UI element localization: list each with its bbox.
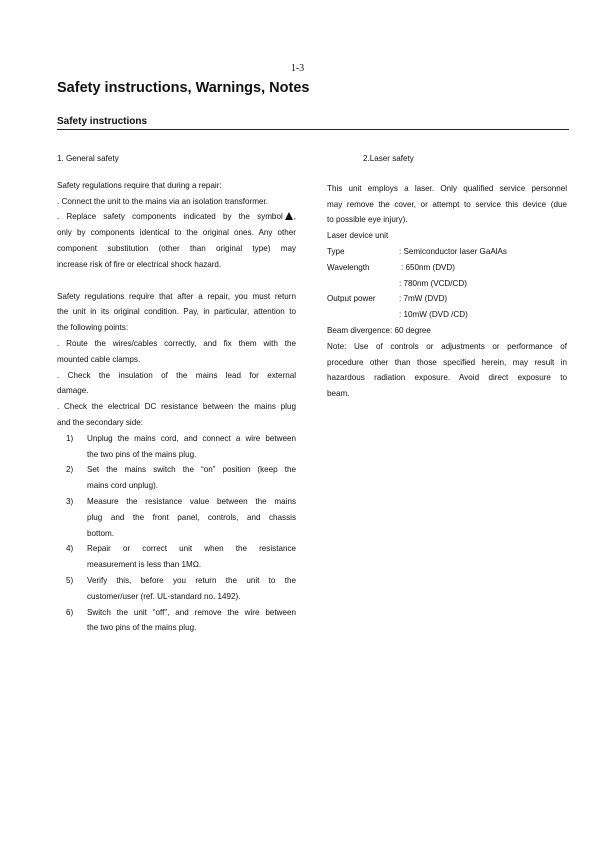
general-safety-heading: 1. General safety — [57, 154, 119, 163]
laser-para-line-2: may remove the cover, or attempt to service this device (due — [327, 199, 567, 209]
note-line-4: beam. — [327, 389, 350, 399]
spec-row-wavelength-cd: : 780nm (VCD/CD) — [399, 278, 467, 288]
laser-para-line-3: to possible eye injury). — [327, 215, 408, 225]
route-wires-line-2: mounted cable clamps. — [57, 354, 141, 364]
replace-components-line-4: increase risk of fire or electrical shock hazard. — [57, 259, 222, 269]
replace-components-line-2: only by components identical to the original ones. Any other — [57, 228, 296, 238]
general-safety-column — [57, 151, 296, 636]
check-insulation-line-2: damage. — [57, 386, 89, 396]
note-line-2: procedure other than those specified herein, may result in — [327, 357, 567, 367]
list-item: 2) Set the mains switch the “on” position (keep the mains cord unplug). — [66, 465, 296, 491]
list-item: 6) Switch the unit “off”, and remove the wire between the two pins of the mains plug. — [66, 607, 296, 633]
laser-device-unit: Laser device unit — [327, 231, 389, 241]
section-heading: Safety instructions — [57, 116, 148, 127]
list-item: 5) Verify this, before you return the unit to the customer/user (ref. UL-standard no. 1492). — [66, 575, 296, 601]
after-repair-line-3: the following points: — [57, 323, 129, 333]
laser-safety-column — [327, 151, 567, 402]
resistance-check-steps — [57, 431, 296, 636]
dc-resistance-line-1: . Check the electrical DC resistance between the mains plug — [57, 402, 296, 412]
spec-row-output-power: Output power : 7mW (DVD) — [327, 294, 448, 304]
replace-components-line-1: . Replace safety components indicated by the symbol , — [57, 212, 296, 222]
isolation-transformer-item: . Connect the unit to the mains via an isolation transformer. — [57, 196, 268, 206]
laser-safety-heading: 2.Laser safety — [363, 154, 414, 163]
note-line-1: Note: Use of controls or adjustments or performance of — [327, 341, 567, 351]
spec-row-type: Type : Semiconductor laser GaAlAs — [327, 246, 507, 256]
after-repair-line-2: the unit in its original condition. Pay, in particular, attention to — [57, 307, 296, 317]
note-line-3: hazardous radiation exposure. Avoid direct exposure to — [327, 373, 567, 383]
spec-row-wavelength: Wavelength : 650nm (DVD) — [327, 262, 455, 272]
page-number: 1-3 — [290, 63, 305, 74]
after-repair-line-1: Safety regulations require that after a repair, you must return — [57, 291, 296, 301]
page-title: Safety instructions, Warnings, Notes — [57, 80, 310, 96]
list-item: 3) Measure the resistance value between the mains plug and the front panel, controls, and chassis bottom. — [66, 496, 296, 538]
route-wires-line-1: . Route the wires/cables correctly, and fix them with the — [57, 338, 296, 348]
list-item: 4) Repair or correct unit when the resistance measurement is less than 1MΩ. — [66, 544, 296, 570]
check-insulation-line-1: . Check the insulation of the mains lead for external — [57, 370, 296, 380]
warning-triangle-icon — [285, 212, 293, 220]
dc-resistance-line-2: and the secondary side: — [57, 417, 143, 427]
section-divider — [57, 129, 569, 130]
laser-para-line-1: This unit employs a laser. Only qualified service personnel — [327, 183, 567, 193]
replace-components-line-3: component substitution (other than original type) may — [57, 243, 296, 253]
beam-divergence: Beam divergence: 60 degree — [327, 325, 431, 335]
list-item: 1) Unplug the mains cord, and connect a wire between the two pins of the mains plug. — [66, 433, 296, 459]
during-repair-intro: Safety regulations require that during a repair: — [57, 180, 222, 190]
spec-row-output-power-cd: : 10mW (DVD /CD) — [399, 310, 468, 320]
